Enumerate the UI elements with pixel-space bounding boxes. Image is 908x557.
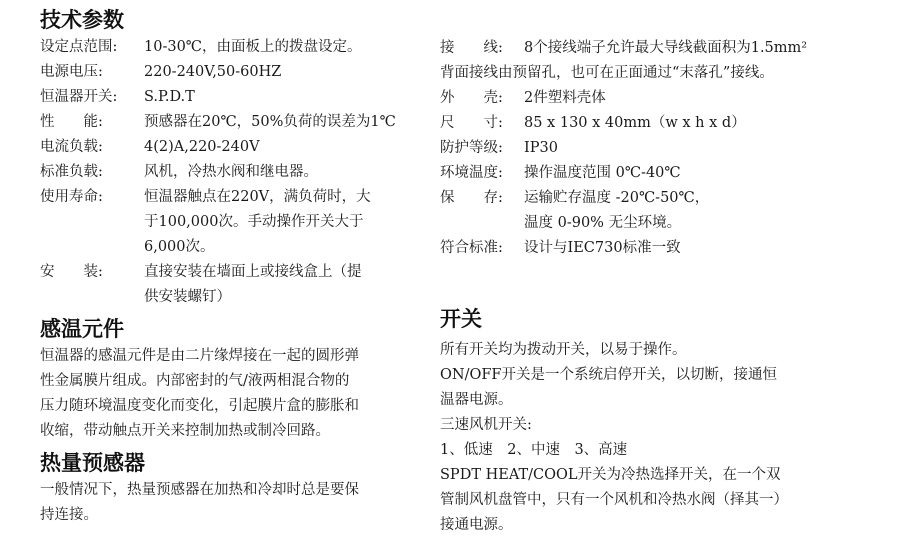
spec-value (524, 111, 890, 136)
spec-value-line: 设计与IEC730标准一致 (524, 240, 681, 256)
spec-value-line: 预感器在20℃，50%负荷的误差为1℃ (144, 114, 396, 130)
spec-value (144, 60, 420, 85)
spec-value (524, 236, 890, 261)
spec-row (440, 236, 890, 261)
spec-value-line: 10-30℃，由面板上的拨盘设定。 (144, 39, 362, 55)
spec-value (144, 160, 420, 185)
spec-value-line: 直接安装在墙面上或接线盒上（提 (144, 264, 362, 280)
spec-label: 安 装: (40, 264, 103, 280)
spec-row (440, 36, 890, 61)
spec-value-line: IP30 (524, 140, 558, 156)
spec-value-line: 温度 0-90% 无尘环境。 (524, 215, 682, 231)
spec-label: 保 存: (440, 190, 503, 206)
spec-value-line: 供安装螺钉） (144, 289, 231, 305)
spec-label: 性 能: (40, 114, 103, 130)
spec-row (440, 111, 890, 136)
spec-row (40, 160, 420, 185)
spec-value-line: 8个接线端子允许最大导线截面积为1.5mm² (524, 40, 808, 56)
spec-label: 防护等级: (440, 140, 503, 156)
spec-value-line: 85 x 130 x 40mm（w x h x d） (524, 115, 746, 131)
paragraph-line: 温器电源。 (440, 392, 513, 408)
spec-value (524, 36, 890, 61)
spec-value-line: 6,000次。 (144, 239, 215, 255)
spec-value-line: S.P.D.T (144, 89, 195, 105)
spec-row (40, 85, 420, 110)
spec-value (440, 61, 890, 86)
spec-row (40, 35, 420, 60)
switch-paragraph (440, 338, 890, 538)
paragraph-line: ON/OFF开关是一个系统启停开关，以切断，接通恒 (440, 367, 777, 383)
paragraph-line: SPDT HEAT/COOL开关为冷热选择开关，在一个双 (440, 467, 781, 483)
spec-row (440, 61, 890, 86)
spec-value (144, 260, 420, 310)
paragraph-line: 所有开关均为拨动开关，以易于操作。 (440, 342, 687, 358)
spec-value-line: 风机，冷热水阀和继电器。 (144, 164, 318, 180)
spec-label: 符合标准: (440, 240, 503, 256)
spec-value-line: 于100,000次。手动操作开关大于 (144, 214, 364, 230)
spec-value (524, 161, 890, 186)
paragraph-line: 持连接。 (40, 507, 98, 523)
spec-label: 设定点范围: (40, 39, 118, 55)
sensor-paragraph (40, 344, 420, 444)
spec-value (524, 86, 890, 111)
paragraph-line: 压力随环境温度变化而变化，引起膜片盒的膨胀和 (40, 398, 359, 414)
sensor-title: 感温元件 (40, 317, 124, 341)
spec-row (40, 185, 420, 260)
spec-value (144, 185, 420, 260)
spec-title: 技术参数 (40, 8, 124, 32)
spec-row (40, 135, 420, 160)
spec-value-line: 恒温器触点在220V，满负荷时，大 (144, 189, 371, 205)
spec-row (40, 260, 420, 310)
spec-label: 尺 寸: (440, 115, 503, 131)
paragraph-line: 恒温器的感温元件是由二片缘焊接在一起的圆形弹 (40, 348, 359, 364)
spec-value (144, 135, 420, 160)
preheat-paragraph (40, 478, 420, 528)
spec-row (40, 110, 420, 135)
right-column (440, 0, 890, 538)
paragraph-line: 管制风机盘管中，只有一个风机和冷热水阀（择其一） (440, 492, 788, 508)
spec-row (440, 161, 890, 186)
spec-label: 环境温度: (440, 165, 503, 181)
spec-value-line: 背面接线由预留孔，也可在正面通过“末落孔”接线。 (440, 65, 774, 81)
left-column (40, 0, 420, 528)
spec-row (440, 86, 890, 111)
spec-label: 电源电压: (40, 64, 103, 80)
spec-label: 接 线: (440, 40, 503, 56)
spec-label: 电流负载: (40, 139, 103, 155)
paragraph-line: 三速风机开关: (440, 417, 532, 433)
spec-value (144, 85, 420, 110)
spec-label: 外 壳: (440, 90, 503, 106)
spec-value-line: 运输贮存温度 -20℃-50℃， (524, 190, 710, 206)
paragraph-line: 1、低速 2、中速 3、高速 (440, 442, 628, 458)
spec-value (524, 136, 890, 161)
spec-row (440, 136, 890, 161)
spec-label: 恒温器开关: (40, 89, 118, 105)
paragraph-line: 收缩，带动触点开关来控制加热或制冷回路。 (40, 423, 330, 439)
right-spec-list (440, 36, 890, 261)
spec-label: 使用寿命: (40, 189, 103, 205)
spec-label: 标准负载: (40, 164, 103, 180)
paragraph-line: 性金属膜片组成。内部密封的气/液两相混合物的 (40, 373, 350, 389)
spec-value-line: 220-240V,50-60HZ (144, 64, 282, 80)
spec-value (144, 35, 420, 60)
spec-value (524, 186, 890, 236)
spec-value-line: 4(2)A,220-240V (144, 139, 260, 155)
spec-row (40, 60, 420, 85)
paragraph-line: 一般情况下，热量预感器在加热和冷却时总是要保 (40, 482, 359, 498)
preheat-title: 热量预感器 (40, 451, 145, 475)
spec-value (144, 110, 420, 135)
switch-title: 开关 (440, 307, 482, 331)
left-spec-list (40, 35, 420, 310)
spec-row (440, 186, 890, 236)
spec-value-line: 2件塑料壳体 (524, 90, 606, 106)
spec-value-line: 操作温度范围 0℃-40℃ (524, 165, 681, 181)
paragraph-line: 接通电源。 (440, 517, 513, 533)
